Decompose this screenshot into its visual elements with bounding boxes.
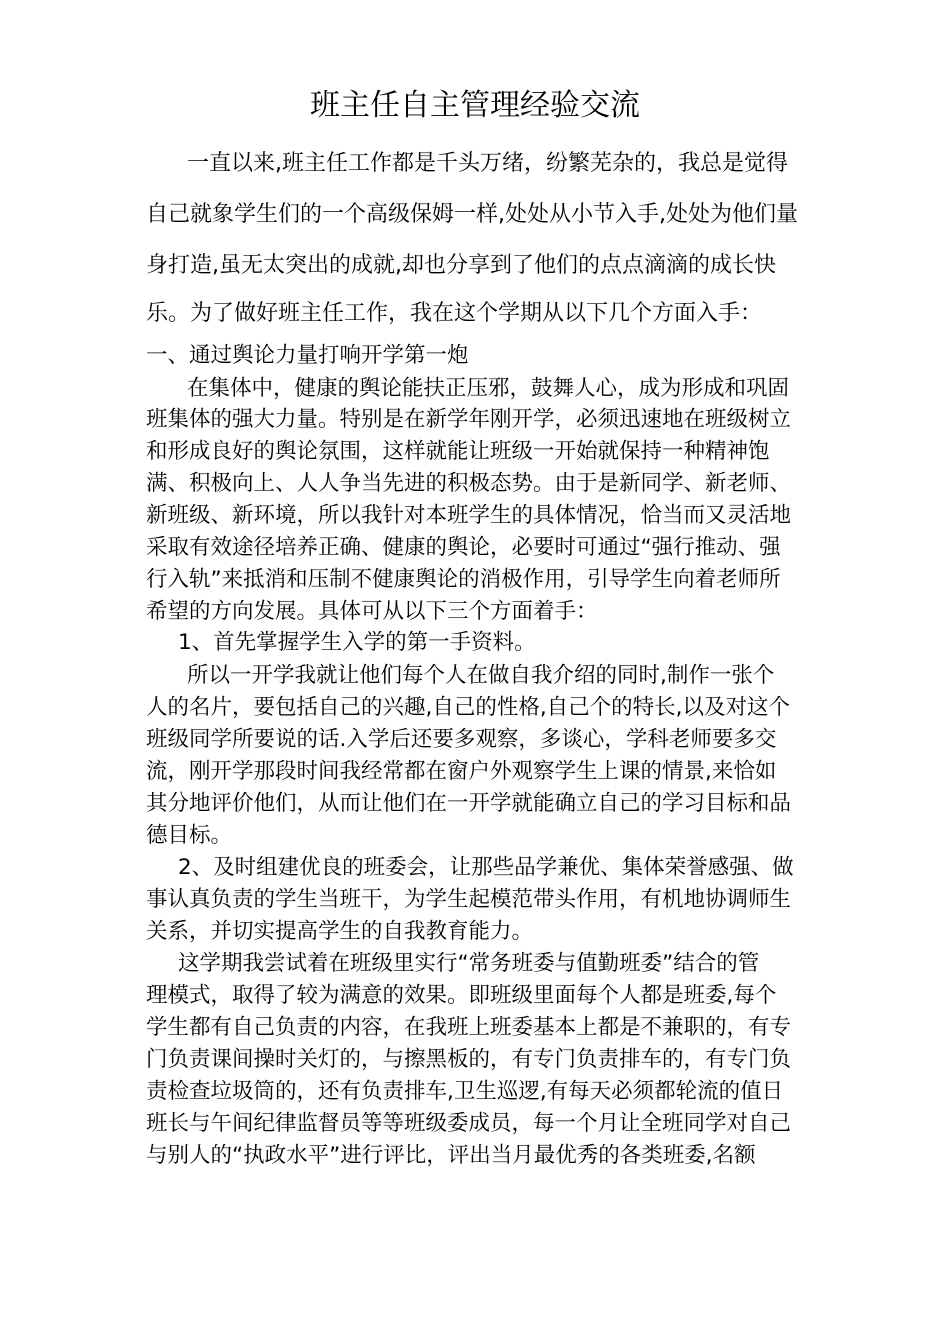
paragraph-line: 班长与午间纪律监督员等等班级委成员，每一个月让全班同学对自己 [146, 1111, 792, 1136]
paragraph-line: 一直以来,班主任工作都是千头万绪，纷繁芜杂的，我总是觉得 [187, 151, 788, 176]
paragraph-line: 人的名片，要包括自己的兴趣,自己的性格,自己个的特长,以及对这个 [146, 695, 791, 720]
paragraph-line: 在集体中，健康的舆论能扶正压邪，鼓舞人心，成为形成和巩固 [187, 376, 790, 401]
paragraph-line: 和形成良好的舆论氛围，这样就能让班级一开始就保持一种精神饱 [146, 439, 770, 464]
paragraph-line: 事认真负责的学生当班干，为学生起模范带头作用，有机地协调师生 [146, 887, 792, 912]
subsection-heading: 1、首先掌握学生入学的第一手资料。 [178, 630, 536, 655]
paragraph-line: 与别人的“执政水平”进行评比，评出当月最优秀的各类班委,名额 [146, 1143, 756, 1168]
paragraph-line: 门负责课间操时关灯的，与擦黑板的，有专门负责排车的，有专门负 [146, 1047, 792, 1072]
paragraph-line: 其分地评价他们，从而让他们在一开学就能确立自己的学习目标和品 [146, 791, 792, 816]
paragraph-line: 这学期我尝试着在班级里实行“常务班委与值勤班委”结合的管 [178, 951, 760, 976]
paragraph-line: 关系，并切实提高学生的自我教育能力。 [146, 919, 534, 944]
paragraph-line: 自己就象学生们的一个高级保姆一样,处处从小节入手,处处为他们量 [146, 202, 798, 227]
paragraph-line: 行入轨”来抵消和压制不健康舆论的消极作用，引导学生向着老师所 [146, 567, 781, 592]
paragraph-line: 理模式，取得了较为满意的效果。即班级里面每个人都是班委,每个 [146, 983, 777, 1008]
paragraph-line: 责检查垃圾筒的，还有负责排车,卫生巡逻,有每天必须都轮流的值日 [146, 1079, 784, 1104]
paragraph-line: 班集体的强大力量。特别是在新学年刚开学，必须迅速地在班级树立 [146, 407, 792, 432]
paragraph-line: 流，刚开学那段时间我经常都在窗户外观察学生上课的情景,来恰如 [146, 759, 777, 784]
paragraph-line: 学生都有自己负责的内容，在我班上班委基本上都是不兼职的，有专 [146, 1015, 792, 1040]
paragraph-line: 班级同学所要说的话.入学后还要多观察，多谈心，学科老师要多交 [146, 727, 777, 752]
paragraph-line: 新班级、新环境，所以我针对本班学生的具体情况，恰当而又灵活地 [146, 503, 792, 528]
document-title: 班主任自主管理经验交流 [310, 88, 640, 123]
paragraph-line: 满、积极向上、人人争当先进的积极态势。由于是新同学、新老师、 [146, 471, 792, 496]
paragraph-line: 乐。为了做好班主任工作，我在这个学期从以下几个方面入手： [146, 301, 763, 326]
section-heading: 一、通过舆论力量打响开学第一炮 [146, 343, 469, 368]
paragraph-line: 2、及时组建优良的班委会，让那些品学兼优、集体荣誉感强、做 [178, 855, 794, 880]
paragraph-line: 德目标。 [146, 823, 233, 848]
paragraph-line: 身打造,虽无太突出的成就,却也分享到了他们的点点滴滴的成长快 [146, 253, 776, 278]
paragraph-line: 希望的方向发展。具体可从以下三个方面着手： [146, 599, 598, 624]
paragraph-line: 采取有效途径培养正确、健康的舆论，必要时可通过“强行推动、强 [146, 535, 781, 560]
paragraph-line: 所以一开学我就让他们每个人在做自我介绍的同时,制作一张个 [187, 663, 775, 688]
